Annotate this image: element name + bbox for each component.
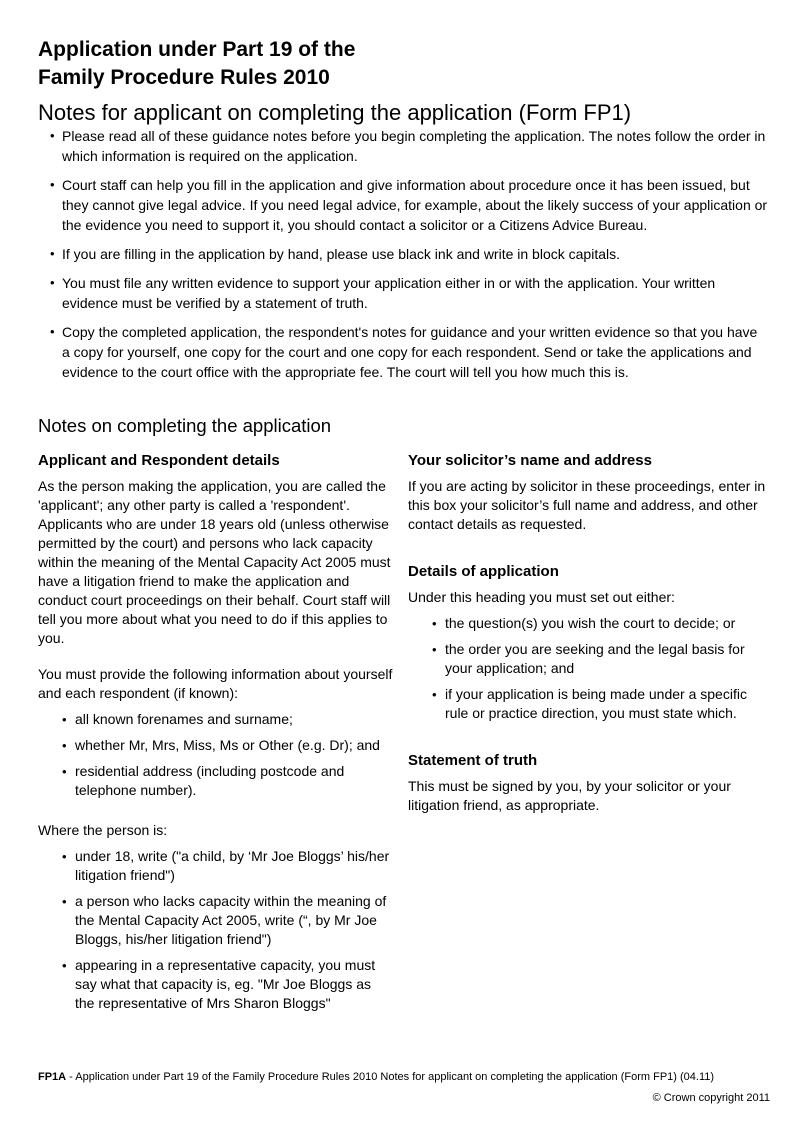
applicant-details-heading: Applicant and Respondent details (38, 452, 280, 469)
provide-info-intro: You must provide the following information about yourself and each respondent (if known): (38, 666, 393, 701)
page-title-line1: Application under Part 19 of the (38, 38, 356, 61)
details-of-application-heading: Details of application (408, 563, 559, 580)
statement-of-truth-heading: Statement of truth (408, 752, 538, 769)
provide-bullet-2: • whether Mr, Mrs, Miss, Ms or Other (e.g. Dr); and (38, 736, 394, 755)
details-bullet-3: • if your application is being made under a specific rule or practice direction, you must state which. (408, 685, 768, 723)
provide-bullet-1: • all known forenames and surname; (38, 710, 394, 729)
footer-copyright: © Crown copyright 2011 (652, 1092, 770, 1104)
provide-info-list (38, 710, 394, 800)
details-bullet-2: • the order you are seeking and the legal basis for your application; and (408, 640, 768, 678)
details-bullet-1: • the question(s) you wish the court to decide; or (408, 614, 768, 633)
where-person-list (38, 847, 394, 1013)
intro-bullet-2: • Court staff can help you fill in the application and give information about procedure once it has been issued, but they cannot give legal advice. If you need legal advice, for example, about the likely success of your application or the evidence you need to support it, you should contact a solicitor or a Citizens Advice Bureau. (38, 175, 768, 235)
where-person-intro: Where the person is: (38, 822, 168, 838)
footer-reference-text: - Application under Part 19 of the Family Procedure Rules 2010 Notes for applicant on completing the application (Form FP1) (04.11) (66, 1071, 715, 1083)
details-intro: Under this heading you must set out either: (408, 589, 675, 605)
page-title (38, 36, 768, 92)
applicant-details-paragraph: As the person making the application, you are called the 'applicant'; any other party is called a 'respondent'. Applicants who are under 18 years old (unless otherwise permitted by the court) and persons who lack capacity within the meaning of the Mental Capacity Act 2005 must have a litigation friend to make the application and conduct court proceedings on their behalf. Court staff will tell you more about what you need to do if this applies to you. (38, 478, 391, 646)
column-right (408, 451, 768, 1013)
notes-columns (38, 451, 768, 1013)
column-gap (394, 451, 408, 1013)
intro-bullet-5: • Copy the completed application, the respondent's notes for guidance and your written evidence so that you have a copy for yourself, one copy for the court and one copy for each respondent. Send or take the applications and evidence to the court office with the appropriate fee. The court will tell you how much this is. (38, 322, 768, 382)
footer-reference-line (38, 1071, 770, 1084)
intro-bullet-4: • You must file any written evidence to support your application either in or with the application. Your written evidence must be verified by a statement of truth. (38, 273, 768, 313)
where-bullet-1: • under 18, write ("a child, by ‘Mr Joe Bloggs’ his/her litigation friend") (38, 847, 394, 885)
where-bullet-2: • a person who lacks capacity within the meaning of the Mental Capacity Act 2005, write (“, by Mr Joe Bloggs, his/her litigation friend") (38, 892, 394, 949)
intro-bullet-1: • Please read all of these guidance notes before you begin completing the application. The notes follow the order in which information is required on the application. (38, 126, 768, 166)
intro-bullet-3: • If you are filling in the application by hand, please use black ink and write in block capitals. (38, 244, 768, 264)
solicitor-paragraph: If you are acting by solicitor in these proceedings, enter in this box your solicitor’s full name and address, and other contact details as requested. (408, 478, 766, 532)
provide-bullet-3: • residential address (including postcode and telephone number). (38, 762, 394, 800)
where-bullet-3: • appearing in a representative capacity, you must say what that capacity is, eg. "Mr Joe Bloggs as the representative of Mrs Sharon Bloggs" (38, 956, 394, 1013)
intro-bullet-list (38, 126, 768, 382)
page-subtitle: Notes for applicant on completing the application (Form FP1) (38, 100, 632, 125)
column-left (38, 451, 394, 1013)
solicitor-heading: Your solicitor’s name and address (408, 452, 652, 469)
footer-form-code: FP1A (38, 1071, 67, 1083)
page-title-line2: Family Procedure Rules 2010 (38, 66, 330, 89)
statement-of-truth-paragraph: This must be signed by you, by your solicitor or your litigation friend, as appropriate. (408, 778, 731, 813)
section-heading: Notes on completing the application (38, 415, 332, 436)
page-footer (38, 1071, 770, 1105)
details-list (408, 614, 768, 723)
